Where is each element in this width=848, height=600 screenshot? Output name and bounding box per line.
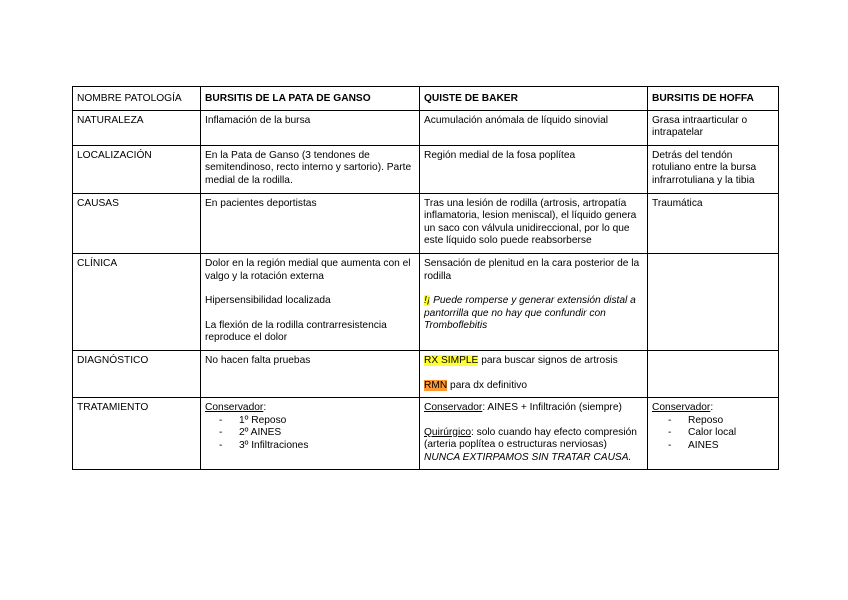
table-row-tratamiento <box>73 398 779 470</box>
table-cell <box>648 253 779 350</box>
list-item: - 3º Infiltraciones <box>219 440 415 453</box>
underlined-title: Conservador <box>424 402 483 414</box>
table-cell: En pacientes deportistas <box>201 193 420 253</box>
text: : AINES + Infiltración (siempre) <box>482 402 622 414</box>
text: : <box>710 402 714 414</box>
header-quiste-baker: QUISTE DE BAKER <box>420 87 648 111</box>
table-cell: Detrás del tendón rotuliano entre la bursa infrarrotuliana y la tibia <box>648 145 779 193</box>
row-label: CLÍNICA <box>73 253 201 350</box>
treatment-list <box>205 415 415 453</box>
row-label: TRATAMIENTO <box>73 398 201 470</box>
table-row-causas <box>73 193 779 253</box>
paragraph <box>424 380 643 393</box>
table-cell <box>201 398 420 470</box>
text: : <box>263 402 267 414</box>
table-cell <box>201 253 420 350</box>
table-cell <box>420 253 648 350</box>
table-row-naturaleza <box>73 110 779 145</box>
text: : solo cuando hay efecto compresión (arteria poplítea o estructuras nerviosas) <box>424 426 637 451</box>
table-cell <box>420 398 648 470</box>
paragraph <box>652 402 774 415</box>
paragraph: Dolor en la región medial que aumenta con el valgo y la rotación externa <box>205 257 411 282</box>
paragraph: Sensación de plenitud en la cara posterior de la rodilla <box>424 257 640 282</box>
table-cell: Tras una lesión de rodilla (artrosis, artropatía inflamatoria, lesion meniscal), el líquido genera un saco con válvula unidireccional, por lo que este líquido solo puede reabsorberse <box>420 193 648 253</box>
paragraph <box>424 402 643 415</box>
list-item: - 2º AINES <box>219 427 415 440</box>
list-item: - AINES <box>668 440 774 453</box>
table-cell: Región medial de la fosa poplítea <box>420 145 648 193</box>
warning-text: Puede romperse y generar extensión distal a pantorrilla que no hay que confundir con Tromboflebitis <box>424 295 636 332</box>
treatment-list <box>652 415 774 453</box>
table-row-diagnostico <box>73 350 779 397</box>
pathology-table <box>72 86 779 470</box>
table-cell: Acumulación anómala de líquido sinovial <box>420 110 648 145</box>
table-row-header <box>73 87 779 111</box>
list-item: - Reposo <box>668 415 774 428</box>
table-cell: Inflamación de la bursa <box>201 110 420 145</box>
table-cell: Grasa intraarticular o intrapatelar <box>648 110 779 145</box>
warning-note <box>424 295 643 333</box>
row-label: DIAGNÓSTICO <box>73 350 201 397</box>
list-item: - Calor local <box>668 427 774 440</box>
table-cell <box>420 350 648 397</box>
table-cell <box>648 398 779 470</box>
list-item: - 1º Reposo <box>219 415 415 428</box>
header-bursitis-pata-ganso: BURSITIS DE LA PATA DE GANSO <box>201 87 420 111</box>
table-cell: No hacen falta pruebas <box>201 350 420 397</box>
text: para buscar signos de artrosis <box>478 354 618 366</box>
paragraph <box>205 402 415 415</box>
highlight-rx: RX SIMPLE <box>424 354 479 366</box>
paragraph <box>424 427 643 452</box>
italic-note: NUNCA EXTIRPAMOS SIN TRATAR CAUSA. <box>424 451 632 463</box>
paragraph: Hipersensibilidad localizada <box>205 295 331 307</box>
text: para dx definitivo <box>447 379 528 391</box>
paragraph <box>424 355 643 368</box>
underlined-title: Conservador <box>205 402 264 414</box>
warning-mark: !¡ <box>424 295 431 307</box>
table-cell: En la Pata de Ganso (3 tendones de semitendinoso, recto interno y sartorio). Parte medial de la rodilla. <box>201 145 420 193</box>
underlined-title: Conservador <box>652 402 711 414</box>
table-cell: Traumática <box>648 193 779 253</box>
row-label: LOCALIZACIÓN <box>73 145 201 193</box>
row-label: CAUSAS <box>73 193 201 253</box>
table-row-localizacion <box>73 145 779 193</box>
table-row-clinica <box>73 253 779 350</box>
table-cell <box>648 350 779 397</box>
header-label: NOMBRE PATOLOGÍA <box>73 87 201 111</box>
paragraph: La flexión de la rodilla contrarresistencia reproduce el dolor <box>205 319 387 344</box>
header-bursitis-hoffa: BURSITIS DE HOFFA <box>648 87 779 111</box>
highlight-rmn: RMN <box>424 379 448 391</box>
underlined-title: Quirúrgico <box>424 426 471 438</box>
row-label: NATURALEZA <box>73 110 201 145</box>
